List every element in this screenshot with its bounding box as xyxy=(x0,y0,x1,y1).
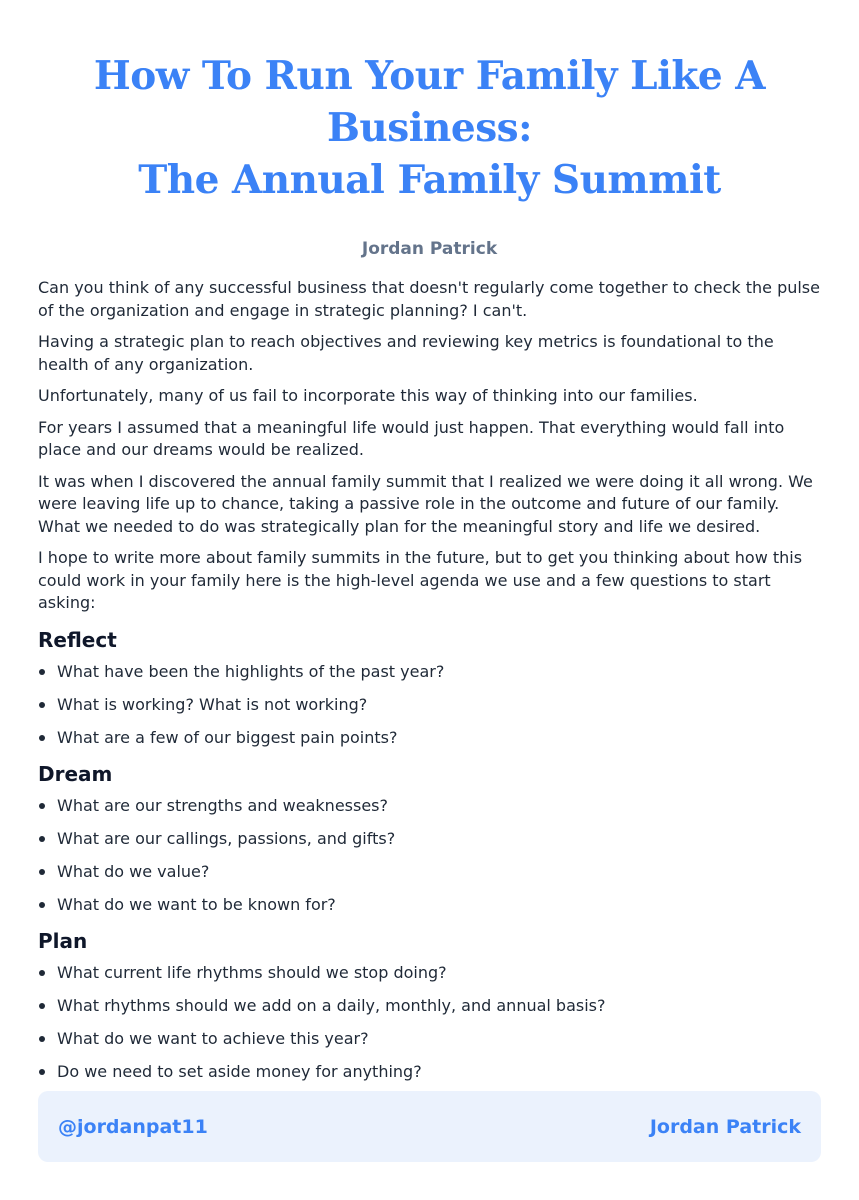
list-item-text: What do we want to achieve this year? xyxy=(57,1028,369,1048)
list-item-text: What current life rhythms should we stop doing? xyxy=(57,962,447,982)
plan-list xyxy=(38,962,821,1083)
paragraph: For years I assumed that a meaningful life would just happen. That everything would fall into place and our dreams would be realized. xyxy=(38,417,785,459)
footer-card xyxy=(38,1091,821,1162)
article-body xyxy=(38,277,821,1083)
paragraph: It was when I discovered the annual family summit that I realized we were doing it all wrong. We were leaving life up to chance, taking a passive role in the outcome and future of our family. What we needed to do was strategically plan for the meaningful story and life we desired. xyxy=(38,471,813,536)
list-item xyxy=(38,694,821,716)
bullet-icon xyxy=(39,902,45,908)
list-item-text: What are our strengths and weaknesses? xyxy=(57,795,389,815)
list-item xyxy=(38,1028,821,1050)
footer-author-name: Jordan Patrick xyxy=(649,1115,801,1138)
list-item xyxy=(38,861,821,883)
bullet-icon xyxy=(39,735,45,741)
bullet-icon xyxy=(39,1069,45,1075)
bullet-icon xyxy=(39,869,45,875)
article-title xyxy=(38,0,821,206)
list-item xyxy=(38,828,821,850)
paragraph: Can you think of any successful business that doesn't regularly come together to check the pulse of the organization and engage in strategic planning? I can't. xyxy=(38,278,820,320)
list-item-text: What is working? What is not working? xyxy=(57,694,368,714)
paragraph: I hope to write more about family summits in the future, but to get you thinking about how this could work in your family here is the high-level agenda we use and a few questions to start asking: xyxy=(38,548,803,612)
section-heading-reflect: Reflect xyxy=(38,627,117,652)
list-item xyxy=(38,661,821,683)
article-author: Jordan Patrick xyxy=(361,239,498,259)
list-item-text: What rhythms should we add on a daily, monthly, and annual basis? xyxy=(57,995,606,1015)
bullet-icon xyxy=(39,1003,45,1009)
bullet-icon xyxy=(39,669,45,675)
list-item-text: What have been the highlights of the past year? xyxy=(57,661,445,681)
section-heading-dream: Dream xyxy=(38,761,113,786)
section-heading-plan: Plan xyxy=(38,928,88,953)
list-item xyxy=(38,727,821,749)
bullet-icon xyxy=(39,970,45,976)
list-item xyxy=(38,894,821,916)
bullet-icon xyxy=(39,836,45,842)
paragraph: Having a strategic plan to reach objectives and reviewing key metrics is foundational to the health of any organization. xyxy=(38,332,774,374)
reflect-list xyxy=(38,661,821,749)
article-title-line-2: The Annual Family Summit xyxy=(138,157,721,203)
list-item-text: Do we need to set aside money for anything? xyxy=(57,1061,422,1081)
list-item xyxy=(38,1061,821,1083)
paragraph: Unfortunately, many of us fail to incorporate this way of thinking into our families. xyxy=(38,386,698,405)
list-item xyxy=(38,962,821,984)
bullet-icon xyxy=(39,702,45,708)
dream-list xyxy=(38,795,821,916)
article-title-line-1: How To Run Your Family Like A Business: xyxy=(93,53,766,151)
footer-handle-link[interactable]: @jordanpat11 xyxy=(58,1115,208,1138)
list-item-text: What are our callings, passions, and gifts? xyxy=(57,828,396,848)
list-item-text: What do we want to be known for? xyxy=(57,894,336,914)
list-item-text: What are a few of our biggest pain points? xyxy=(57,727,398,747)
list-item xyxy=(38,795,821,817)
list-item-text: What do we value? xyxy=(57,861,210,881)
bullet-icon xyxy=(39,1036,45,1042)
list-item xyxy=(38,995,821,1017)
bullet-icon xyxy=(39,803,45,809)
